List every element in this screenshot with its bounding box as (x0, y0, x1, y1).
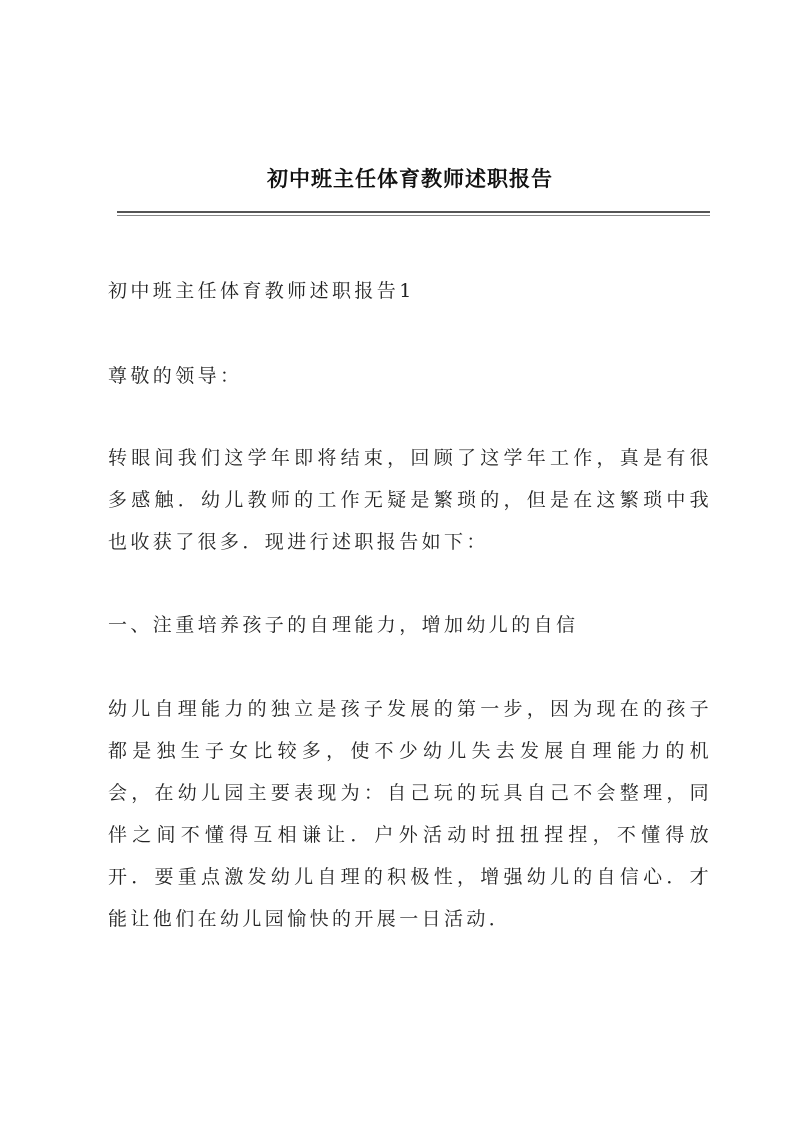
title-divider (117, 211, 710, 213)
section-heading: 一、注重培养孩子的自理能力，增加幼儿的自信 (108, 614, 579, 636)
body-paragraph: 幼儿自理能力的独立是孩子发展的第一步，因为现在的孩子都是独生子女比较多，使不少幼儿失去发展自理能力的机会，在幼儿园主要表现为：自己玩的玩具自己不会整理，同伴之间不懂得互相谦让．户外活动时扭扭捏捏，不懂得放开．要重点激发幼儿自理的积极性，增强幼儿的自信心．才能让他们在幼儿园愉快的开展一日活动． (108, 698, 712, 930)
intro-paragraph: 转眼间我们这学年即将结束，回顾了这学年工作，真是有很多感触．幼儿教师的工作无疑是繁琐的，但是在这繁琐中我也收获了很多．现进行述职报告如下： (108, 447, 712, 553)
title-divider-thin (117, 215, 710, 216)
document-title: 初中班主任体育教师述职报告 (267, 166, 553, 191)
report-subtitle: 初中班主任体育教师述职报告1 (108, 280, 415, 302)
salutation: 尊敬的领导： (108, 365, 243, 387)
